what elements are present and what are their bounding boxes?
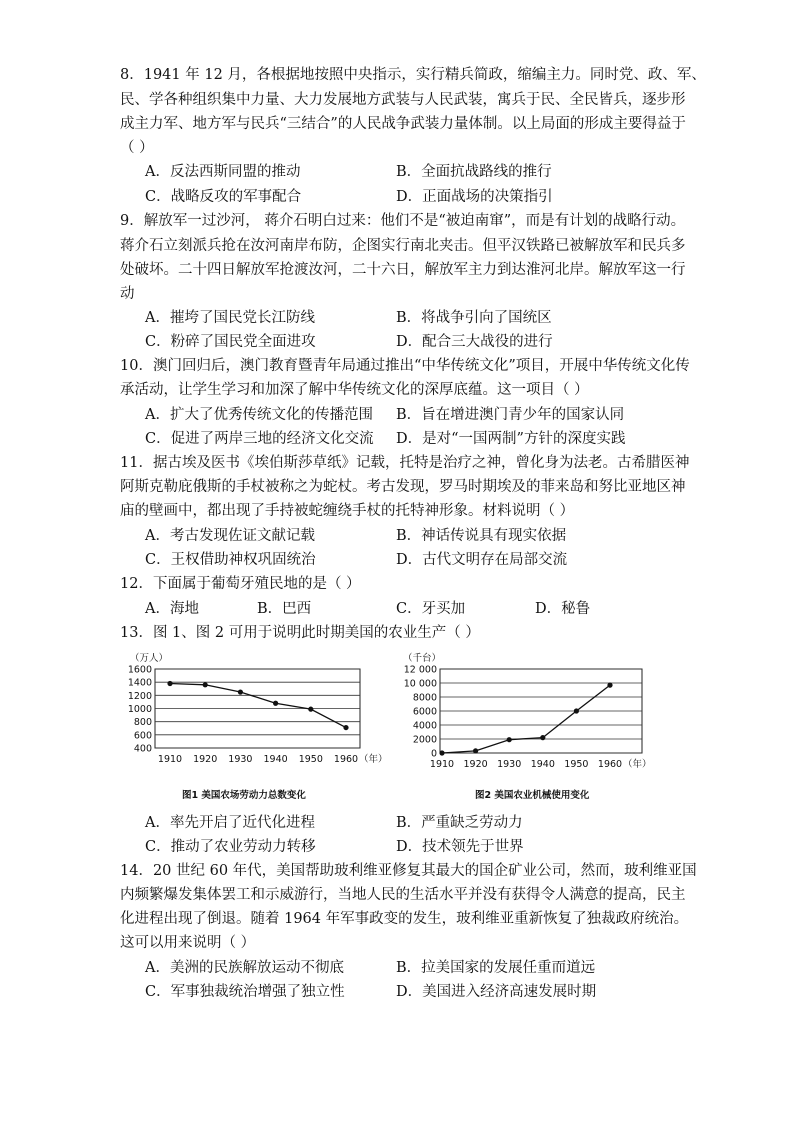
y-tick-label: 6000 bbox=[412, 706, 437, 718]
question-text-line: 庙的壁画中，都出现了手持被蛇缠绕手杖的托特神形象。材料说明（ ） bbox=[120, 503, 575, 519]
data-point bbox=[473, 748, 478, 753]
x-tick-label: 1920 bbox=[193, 754, 218, 765]
y-tick-label: 0 bbox=[430, 748, 437, 760]
question-text-line: 承活动，让学生学习和加深了解中华传统文化的深厚底蕴。这一项目（ ） bbox=[120, 382, 589, 398]
option-c: C．王权借助神权巩固统治 bbox=[145, 552, 316, 568]
y-tick-label: 600 bbox=[133, 730, 152, 742]
x-tick-label: 1940 bbox=[263, 754, 288, 765]
option-d: D．秘鲁 bbox=[535, 601, 591, 617]
question-text-line: 处破坏。二十四日解放军抢渡汝河，二十六日，解放军主力到达淮河北岸。解放军这一行 bbox=[120, 262, 686, 278]
option-b: B．神话传说具有现实依据 bbox=[396, 528, 567, 544]
option-a: A．率先开启了近代化进程 bbox=[145, 815, 315, 831]
figure-1-chart bbox=[120, 650, 388, 810]
data-point bbox=[439, 750, 444, 755]
question-text-line: 蒋介石立刻派兵抢在汝河南岸布防，企图实行南北夹击。但平汉铁路已被解放军和民兵多 bbox=[120, 238, 686, 254]
x-tick-label: 1960 bbox=[597, 759, 623, 770]
option-b: B．将战争引向了国统区 bbox=[396, 310, 552, 326]
option-d: D．配合三大战役的进行 bbox=[396, 334, 553, 350]
y-tick-label: 400 bbox=[133, 743, 152, 755]
data-point bbox=[273, 701, 278, 706]
question-text-line: 10．澳门回归后，澳门教育暨青年局通过推出“中华传统文化”项目，开展中华传统文化传 bbox=[120, 358, 690, 374]
series-line bbox=[442, 685, 610, 753]
data-point bbox=[540, 735, 545, 740]
question-text-line: 13．图 1、图 2 可用于说明此时期美国的农业生产（ ） bbox=[120, 625, 480, 641]
option-b: B．巴西 bbox=[257, 601, 312, 617]
data-point bbox=[607, 683, 612, 688]
question-text-line: 成主力军、地方军与民兵“三结合”的人民战争武装力量体制。以上局面的形成主要得益于 bbox=[120, 116, 686, 132]
option-b: B．拉美国家的发展任重而道远 bbox=[396, 960, 596, 976]
option-d: D．正面战场的决策指引 bbox=[396, 189, 553, 205]
question-text-line: 民、学各种组织集中力量、大力发展地方武装与人民武装，寓兵于民、全民皆兵，逐步形 bbox=[120, 92, 686, 108]
question-text-line: 内频繁爆发集体罢工和示威游行，当地人民的生活水平并没有获得令人满意的提高，民主 bbox=[120, 887, 686, 903]
x-tick-label: 1950 bbox=[564, 759, 589, 770]
option-c: C．促进了两岸三地的经济文化交流 bbox=[145, 431, 374, 447]
question-text-line: 12．下面属于葡萄牙殖民地的是（ ） bbox=[120, 576, 361, 592]
y-tick-label: 800 bbox=[133, 717, 152, 729]
y-tick-label: 8000 bbox=[412, 692, 437, 704]
x-tick-label: 1930 bbox=[497, 759, 522, 770]
y-axis-unit: （万人） bbox=[130, 653, 169, 664]
option-c: C．牙买加 bbox=[396, 601, 466, 617]
option-a: A．摧垮了国民党长江防线 bbox=[145, 310, 315, 326]
option-a: A．美洲的民族解放运动不彻底 bbox=[145, 960, 344, 976]
x-tick-label: 1910 bbox=[157, 754, 183, 765]
x-tick-label: 1920 bbox=[463, 759, 488, 770]
data-point bbox=[167, 681, 172, 686]
figure-caption: 图1 美国农场劳动力总数变化 bbox=[182, 790, 306, 801]
question-text-line: 阿斯克勒庇俄斯的手杖被称之为蛇杖。考古发现，罗马时期埃及的菲来岛和努比亚地区神 bbox=[120, 479, 686, 495]
figure-caption: 图2 美国农业机械使用变化 bbox=[475, 790, 590, 801]
x-tick-label: 1950 bbox=[298, 754, 323, 765]
y-tick-label: 10 000 bbox=[403, 678, 437, 690]
x-tick-label: 1960 bbox=[333, 754, 359, 765]
option-b: B．严重缺乏劳动力 bbox=[396, 815, 523, 831]
figures bbox=[120, 650, 660, 810]
y-tick-label: 12 000 bbox=[403, 664, 437, 676]
x-tick-label: 1930 bbox=[228, 754, 253, 765]
option-b: B．旨在增进澳门青少年的国家认同 bbox=[396, 407, 625, 423]
data-point bbox=[203, 682, 208, 687]
option-c: C．推动了农业劳动力转移 bbox=[145, 839, 316, 855]
question-text-line: 这可以用来说明（ ） bbox=[120, 935, 256, 951]
data-point bbox=[507, 737, 512, 742]
option-a: A．扩大了优秀传统文化的传播范围 bbox=[145, 407, 373, 423]
figure-2-chart bbox=[385, 650, 655, 810]
question-text-line: （ ） bbox=[120, 140, 154, 156]
data-point bbox=[343, 725, 348, 730]
question-text-line: 8．1941 年 12 月，各根据地按照中央指示，实行精兵简政，缩编主力。同时党、政、军、 bbox=[120, 67, 706, 83]
x-tick-label: 1910 bbox=[429, 759, 455, 770]
option-a: A．考古发现佐证文献记载 bbox=[145, 528, 315, 544]
x-axis-unit: （年） bbox=[359, 754, 388, 765]
question-text-line: 动 bbox=[120, 286, 135, 302]
data-point bbox=[574, 708, 579, 713]
y-tick-label: 1600 bbox=[127, 664, 152, 676]
data-point bbox=[238, 689, 243, 694]
option-b: B．全面抗战路线的推行 bbox=[396, 164, 552, 180]
option-c: C．军事独裁统治增强了独立性 bbox=[145, 984, 345, 1000]
option-d: D．美国进入经济高速发展时期 bbox=[396, 984, 597, 1000]
y-tick-label: 1200 bbox=[127, 690, 152, 702]
y-axis-unit: （千台） bbox=[403, 653, 442, 664]
data-point bbox=[308, 707, 313, 712]
option-d: D．技术领先于世界 bbox=[396, 839, 524, 855]
option-c: C．粉碎了国民党全面进攻 bbox=[145, 334, 316, 350]
x-axis-unit: （年） bbox=[623, 759, 652, 770]
option-a: A．反法西斯同盟的推动 bbox=[145, 164, 301, 180]
x-tick-label: 1940 bbox=[530, 759, 555, 770]
option-d: D．是对“一国两制”方针的深度实践 bbox=[396, 431, 626, 447]
y-tick-label: 1000 bbox=[127, 704, 152, 715]
question-text-line: 化进程出现了倒退。随着 1964 年军事政变的发生，玻利维亚重新恢复了独裁政府统治。 bbox=[120, 911, 689, 927]
y-tick-label: 1400 bbox=[127, 677, 152, 689]
question-text-line: 9．解放军一过沙河， 蒋介石明白过来：他们不是“被迫南窜”，而是有计划的战略行动。 bbox=[120, 213, 686, 229]
option-c: C．战略反攻的军事配合 bbox=[145, 189, 302, 205]
option-a: A．海地 bbox=[145, 601, 199, 617]
question-text-line: 11．据古埃及医书《埃伯斯莎草纸》记载，托特是治疗之神，曾化身为法老。古希腊医神 bbox=[120, 455, 690, 471]
question-text-line: 14．20 世纪 60 年代，美国帮助玻利维亚修复其最大的国企矿业公司，然而，玻利维亚国 bbox=[120, 863, 697, 879]
y-tick-label: 4000 bbox=[412, 720, 437, 732]
y-tick-label: 2000 bbox=[412, 734, 437, 746]
series-line bbox=[170, 683, 346, 727]
option-d: D．古代文明存在局部交流 bbox=[396, 552, 568, 568]
